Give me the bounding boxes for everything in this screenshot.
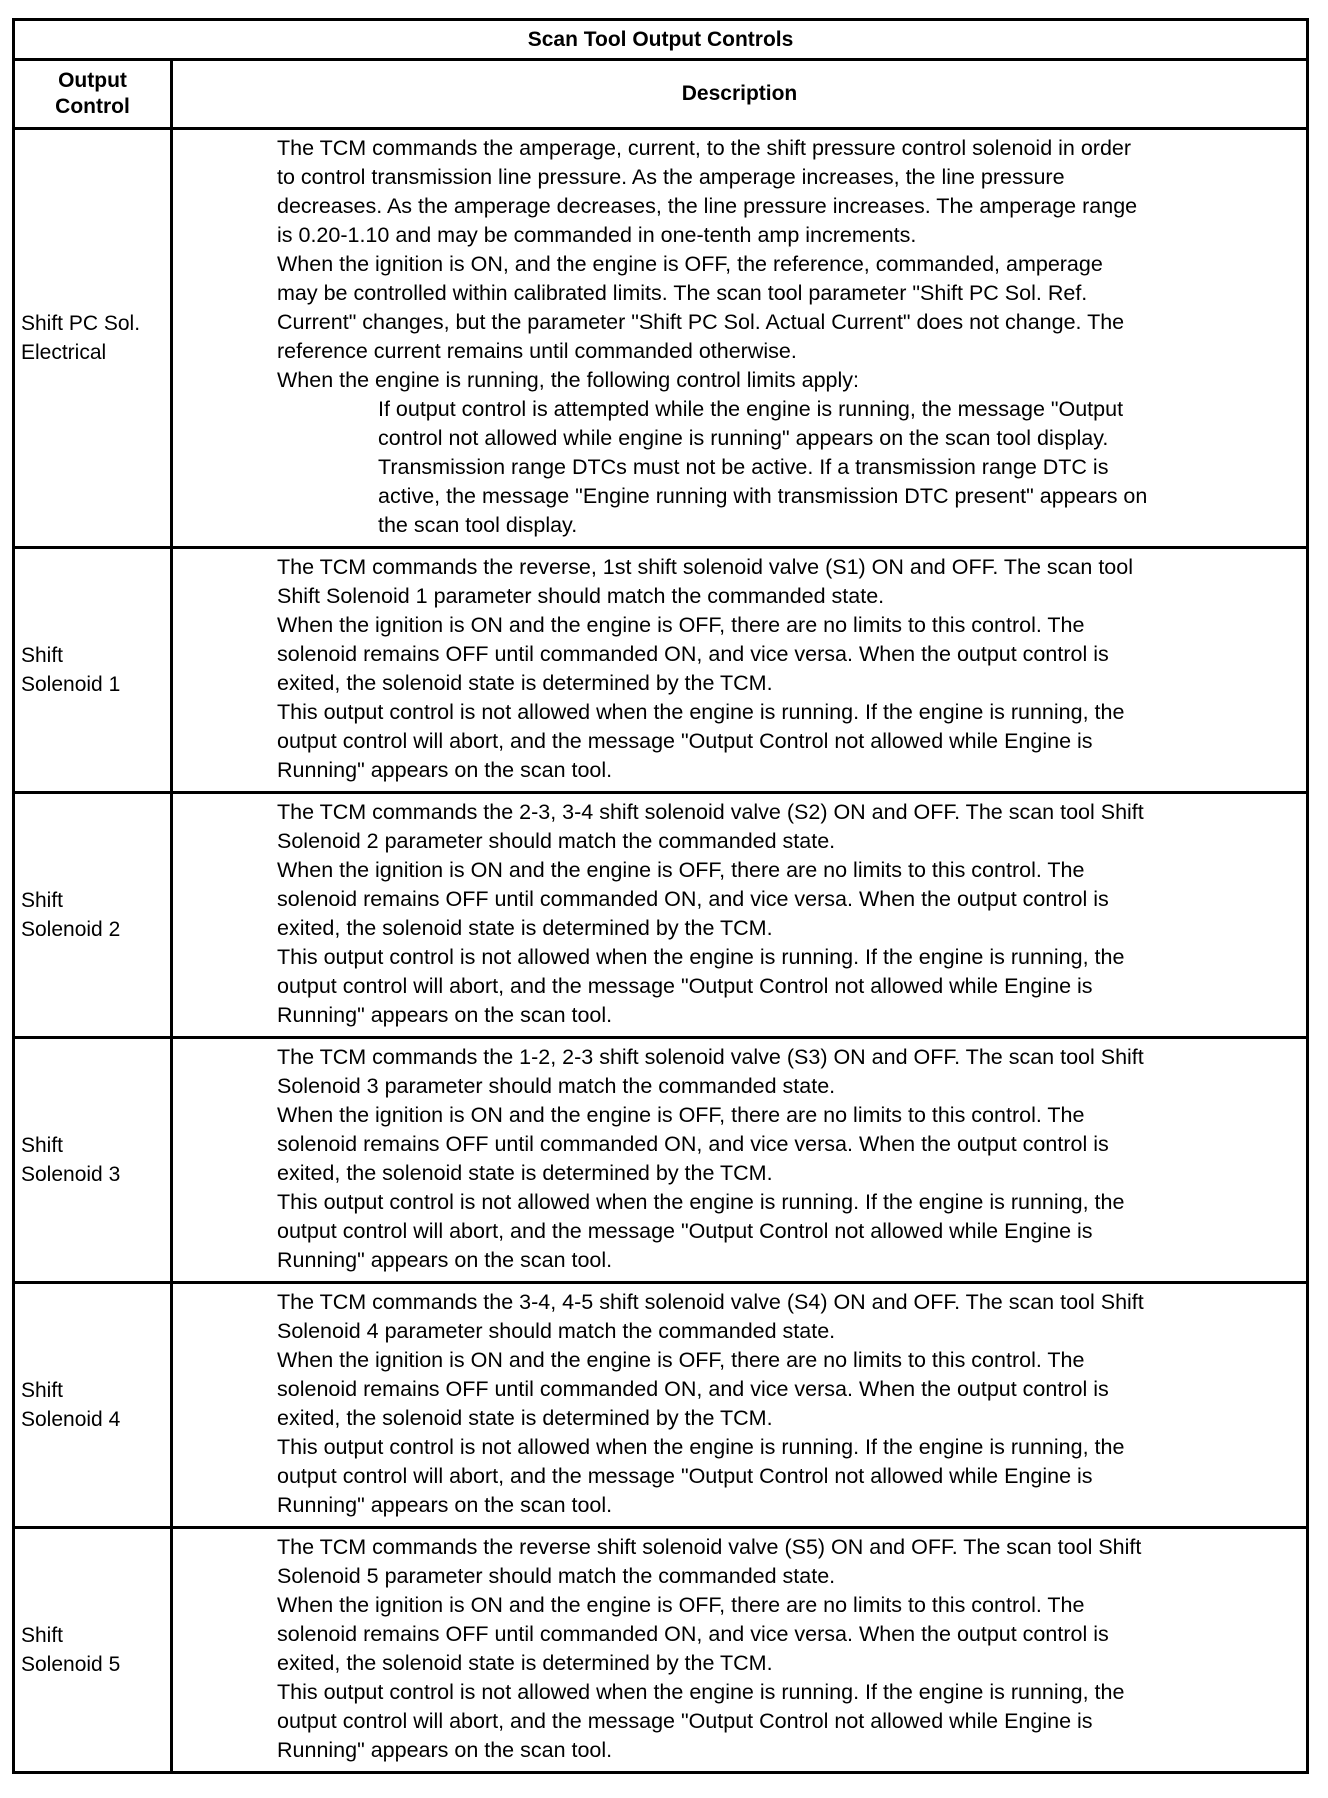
description-line: When the ignition is ON and the engine is OFF, there are no limits to this control. The xyxy=(277,613,1085,637)
description-paragraph xyxy=(277,366,1306,395)
output-control-name-line: Solenoid 2 xyxy=(21,918,121,941)
description-line: solenoid remains OFF until commanded ON, and vice versa. When the output control is xyxy=(277,642,1109,666)
description-paragraph xyxy=(277,134,1306,250)
description-paragraph xyxy=(277,453,1306,540)
description-line: solenoid remains OFF until commanded ON, and vice versa. When the output control is xyxy=(277,1622,1109,1646)
output-control-cell xyxy=(14,1038,172,1283)
description-line: output control will abort, and the message "Output Control not allowed while Engine is xyxy=(277,974,1093,998)
description-paragraph xyxy=(277,1591,1306,1678)
description-paragraph xyxy=(277,611,1306,698)
description-line: output control will abort, and the message "Output Control not allowed while Engine is xyxy=(277,729,1093,753)
table-row xyxy=(14,793,1308,1038)
description-line: exited, the solenoid state is determined by the TCM. xyxy=(277,1406,773,1430)
description-line: solenoid remains OFF until commanded ON, and vice versa. When the output control is xyxy=(277,1132,1109,1156)
description-line: control not allowed while engine is running" appears on the scan tool display. xyxy=(378,426,1109,450)
output-control-name-line: Shift PC Sol. xyxy=(21,312,141,335)
header-line: Control xyxy=(55,95,130,118)
description-line: This output control is not allowed when the engine is running. If the engine is running, the xyxy=(277,945,1125,969)
description-line: Running" appears on the scan tool. xyxy=(277,1493,613,1517)
description-paragraph xyxy=(277,1043,1306,1101)
description-line: output control will abort, and the message "Output Control not allowed while Engine is xyxy=(277,1464,1093,1488)
description-line: Solenoid 3 parameter should match the commanded state. xyxy=(277,1074,836,1098)
description-line: exited, the solenoid state is determined by the TCM. xyxy=(277,671,773,695)
description-line: When the ignition is ON and the engine is OFF, there are no limits to this control. The xyxy=(277,1103,1085,1127)
header-row xyxy=(14,60,1308,129)
output-control-name-line: Shift xyxy=(21,1134,64,1157)
table-title-row xyxy=(14,20,1308,60)
description-line: Solenoid 4 parameter should match the commanded state. xyxy=(277,1319,836,1343)
output-controls-table xyxy=(12,18,1309,1774)
description-paragraph xyxy=(277,395,1306,453)
description-line: When the ignition is ON and the engine is OFF, there are no limits to this control. The xyxy=(277,1348,1085,1372)
output-control-cell xyxy=(14,1528,172,1773)
description-paragraph xyxy=(277,943,1306,1030)
description-line: may be controlled within calibrated limits. The scan tool parameter "Shift PC Sol. Ref. xyxy=(277,281,1088,305)
description-paragraph xyxy=(277,1346,1306,1433)
description-cell xyxy=(172,129,1308,548)
table-body xyxy=(14,129,1308,1773)
description-paragraph xyxy=(277,1433,1306,1520)
output-control-name-line: Shift xyxy=(21,889,64,912)
description-line: active, the message "Engine running with transmission DTC present" appears on xyxy=(378,484,1148,508)
description-cell xyxy=(172,1038,1308,1283)
description-line: Running" appears on the scan tool. xyxy=(277,1738,613,1762)
description-paragraph xyxy=(277,553,1306,611)
output-control-name-line: Electrical xyxy=(21,341,107,364)
table-row xyxy=(14,1528,1308,1773)
description-line: Running" appears on the scan tool. xyxy=(277,758,613,782)
description-line: The TCM commands the reverse shift solenoid valve (S5) ON and OFF. The scan tool Shift xyxy=(277,1535,1142,1559)
description-line: Solenoid 2 parameter should match the commanded state. xyxy=(277,829,836,853)
output-control-name-line: Solenoid 5 xyxy=(21,1653,121,1676)
output-control-cell xyxy=(14,1283,172,1528)
output-control-name-line: Solenoid 4 xyxy=(21,1408,121,1431)
table-row xyxy=(14,129,1308,548)
description-line: Shift Solenoid 1 parameter should match the commanded state. xyxy=(277,584,885,608)
output-control-name-line: Shift xyxy=(21,1379,64,1402)
header-description: Description xyxy=(172,60,1308,129)
description-line: When the ignition is ON and the engine is OFF, there are no limits to this control. The xyxy=(277,858,1085,882)
description-line: The TCM commands the 2-3, 3-4 shift solenoid valve (S2) ON and OFF. The scan tool Shift xyxy=(277,800,1144,824)
description-line: the scan tool display. xyxy=(378,513,578,537)
description-line: decreases. As the amperage decreases, the line pressure increases. The amperage range xyxy=(277,194,1138,218)
description-line: solenoid remains OFF until commanded ON, and vice versa. When the output control is xyxy=(277,1377,1109,1401)
description-line: to control transmission line pressure. As the amperage increases, the line pressure xyxy=(277,165,1065,189)
description-line: output control will abort, and the message "Output Control not allowed while Engine is xyxy=(277,1219,1093,1243)
description-paragraph xyxy=(277,698,1306,785)
output-control-cell xyxy=(14,548,172,793)
description-paragraph xyxy=(277,798,1306,856)
description-line: This output control is not allowed when the engine is running. If the engine is running, the xyxy=(277,1435,1125,1459)
description-line: The TCM commands the 3-4, 4-5 shift solenoid valve (S4) ON and OFF. The scan tool Shift xyxy=(277,1290,1144,1314)
description-line: Solenoid 5 parameter should match the commanded state. xyxy=(277,1564,836,1588)
description-paragraph xyxy=(277,1101,1306,1188)
description-line: This output control is not allowed when the engine is running. If the engine is running, the xyxy=(277,1190,1125,1214)
output-control-name-line: Solenoid 3 xyxy=(21,1163,121,1186)
description-line: solenoid remains OFF until commanded ON, and vice versa. When the output control is xyxy=(277,887,1109,911)
table-row xyxy=(14,1038,1308,1283)
description-line: When the ignition is ON and the engine is OFF, there are no limits to this control. The xyxy=(277,1593,1085,1617)
description-line: This output control is not allowed when the engine is running. If the engine is running, the xyxy=(277,700,1125,724)
description-paragraph xyxy=(277,250,1306,366)
description-line: The TCM commands the 1-2, 2-3 shift solenoid valve (S3) ON and OFF. The scan tool Shift xyxy=(277,1045,1144,1069)
description-line: Current" changes, but the parameter "Shift PC Sol. Actual Current" does not change. The xyxy=(277,310,1125,334)
description-paragraph xyxy=(277,1188,1306,1275)
output-control-cell xyxy=(14,129,172,548)
output-control-name-line: Solenoid 1 xyxy=(21,673,121,696)
table-row xyxy=(14,1283,1308,1528)
description-paragraph xyxy=(277,1678,1306,1765)
description-line: exited, the solenoid state is determined by the TCM. xyxy=(277,1161,773,1185)
description-line: Running" appears on the scan tool. xyxy=(277,1003,613,1027)
description-line: Running" appears on the scan tool. xyxy=(277,1248,613,1272)
description-cell xyxy=(172,548,1308,793)
description-line: is 0.20-1.10 and may be commanded in one-tenth amp increments. xyxy=(277,223,917,247)
description-line: exited, the solenoid state is determined by the TCM. xyxy=(277,916,773,940)
description-line: The TCM commands the amperage, current, to the shift pressure control solenoid in order xyxy=(277,136,1132,160)
description-cell xyxy=(172,793,1308,1038)
description-cell xyxy=(172,1283,1308,1528)
header-output-control xyxy=(14,60,172,129)
output-control-name-line: Shift xyxy=(21,1624,64,1647)
description-paragraph xyxy=(277,1288,1306,1346)
table-title: Scan Tool Output Controls xyxy=(14,20,1308,60)
header-line: Output xyxy=(58,69,127,92)
description-paragraph xyxy=(277,856,1306,943)
description-line: When the engine is running, the following control limits apply: xyxy=(277,368,860,392)
description-line: exited, the solenoid state is determined by the TCM. xyxy=(277,1651,773,1675)
description-paragraph xyxy=(277,1533,1306,1591)
output-control-cell xyxy=(14,793,172,1038)
table-row xyxy=(14,548,1308,793)
description-line: This output control is not allowed when the engine is running. If the engine is running, the xyxy=(277,1680,1125,1704)
description-line: output control will abort, and the message "Output Control not allowed while Engine is xyxy=(277,1709,1093,1733)
description-line: The TCM commands the reverse, 1st shift solenoid valve (S1) ON and OFF. The scan tool xyxy=(277,555,1133,579)
output-control-name-line: Shift xyxy=(21,644,64,667)
description-line: When the ignition is ON, and the engine is OFF, the reference, commanded, amperage xyxy=(277,252,1103,276)
description-cell xyxy=(172,1528,1308,1773)
description-line: Transmission range DTCs must not be active. If a transmission range DTC is xyxy=(378,455,1109,479)
description-line: If output control is attempted while the engine is running, the message "Output xyxy=(378,397,1124,421)
description-line: reference current remains until commanded otherwise. xyxy=(277,339,797,363)
